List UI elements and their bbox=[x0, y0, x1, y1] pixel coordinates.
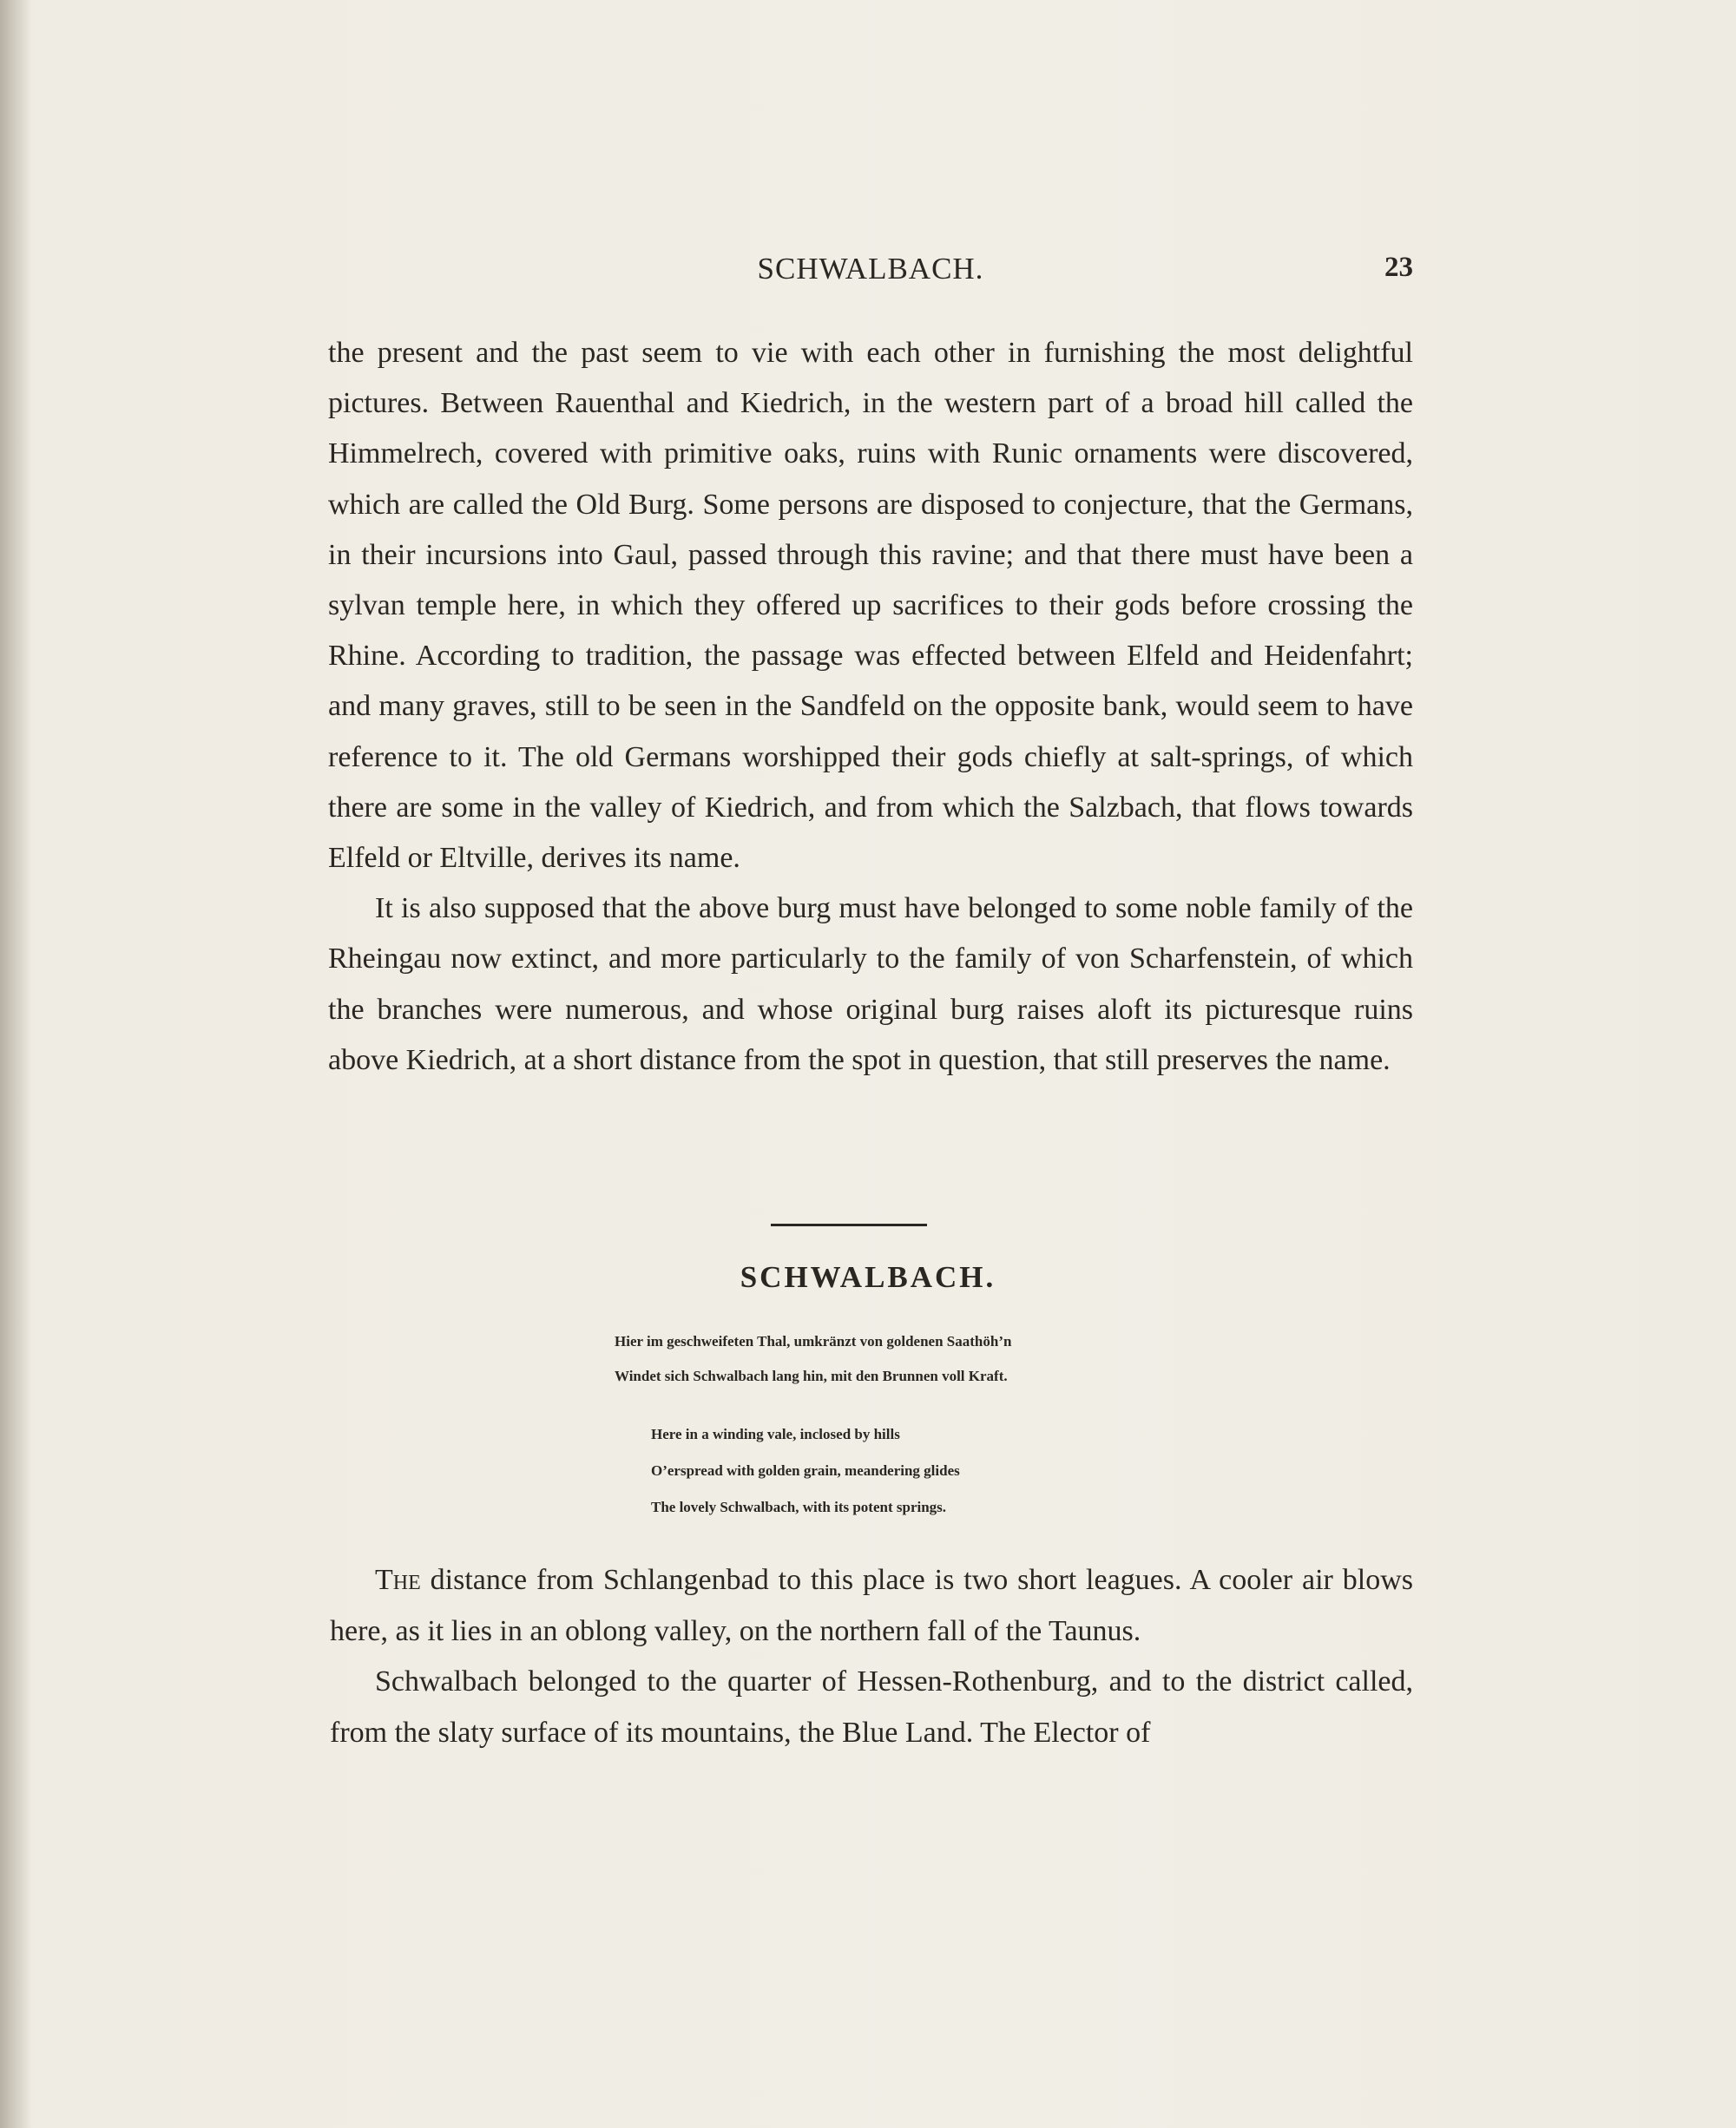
body-text-top bbox=[328, 328, 1413, 1086]
paragraph-lead-word: The bbox=[375, 1564, 421, 1596]
paragraph: It is also supposed that the above burg must have belonged to some noble family of the Rheingau now extinct, and more particularly to the family of von Scharfenstein, of which the branches were numerous, and whose original burg raises aloft its picturesque ruins above Kiedrich, at a short distance from the spot in question, that still preserves the name. bbox=[328, 892, 1413, 1076]
verse-line: Here in a winding vale, inclosed by hills bbox=[651, 1426, 900, 1442]
page-gutter-shadow bbox=[0, 0, 31, 2128]
section-title: SCHWALBACH. bbox=[740, 1260, 996, 1294]
verse-line: Hier im geschweifeten Thal, umkränzt von goldenen Saathöh’n bbox=[615, 1333, 1012, 1350]
verse-line: The lovely Schwalbach, with its potent springs. bbox=[651, 1499, 947, 1515]
page-number: 23 bbox=[1384, 252, 1413, 283]
verse-german bbox=[615, 1324, 1135, 1394]
page-header bbox=[328, 252, 1413, 295]
running-head: SCHWALBACH. bbox=[757, 252, 984, 286]
paragraph: the present and the past seem to vie with each other in furnishing the most delightful pictures. Between Rauenthal and Kiedrich, in the western part of a broad hill called the Himmelrech, covered with primitive oaks, ruins with Runic ornaments were discovered, which are called the Old Burg. Some persons are disposed to conjecture, that the Germans, in their incursions into Gaul, passed through this ravine; and that there must have been a sylvan temple here, in which they offered up sacrifices to their gods before crossing the Rhine. According to tradition, the passage was effected between Elfeld and Heidenfahrt; and many graves, still to be seen in the Sandfeld on the opposite bank, would seem to have reference to it. The old Germans worshipped their gods chiefly at salt-springs, of which there are some in the valley of Kiedrich, and from which the Salzbach, that flows towards Elfeld or Eltville, derives its name. bbox=[328, 337, 1413, 875]
verse-line: Windet sich Schwalbach lang hin, mit den Brunnen voll Kraft. bbox=[615, 1368, 1008, 1384]
body-text-bottom bbox=[330, 1555, 1413, 1758]
paragraph-text: distance from Schlangenbad to this place is two short leagues. A cooler air blows here, as it lies in an oblong valley, on the northern fall of the Taunus. bbox=[330, 1564, 1413, 1647]
section-divider-rule bbox=[771, 1224, 927, 1226]
paragraph bbox=[330, 1555, 1413, 1657]
paragraph: Schwalbach belonged to the quarter of Hessen-Rothenburg, and to the district called, from the slaty surface of its mountains, the Blue Land. The Elector of bbox=[330, 1665, 1413, 1749]
verse-line: O’erspread with golden grain, meandering glides bbox=[651, 1462, 960, 1479]
verse-english bbox=[651, 1416, 1085, 1526]
